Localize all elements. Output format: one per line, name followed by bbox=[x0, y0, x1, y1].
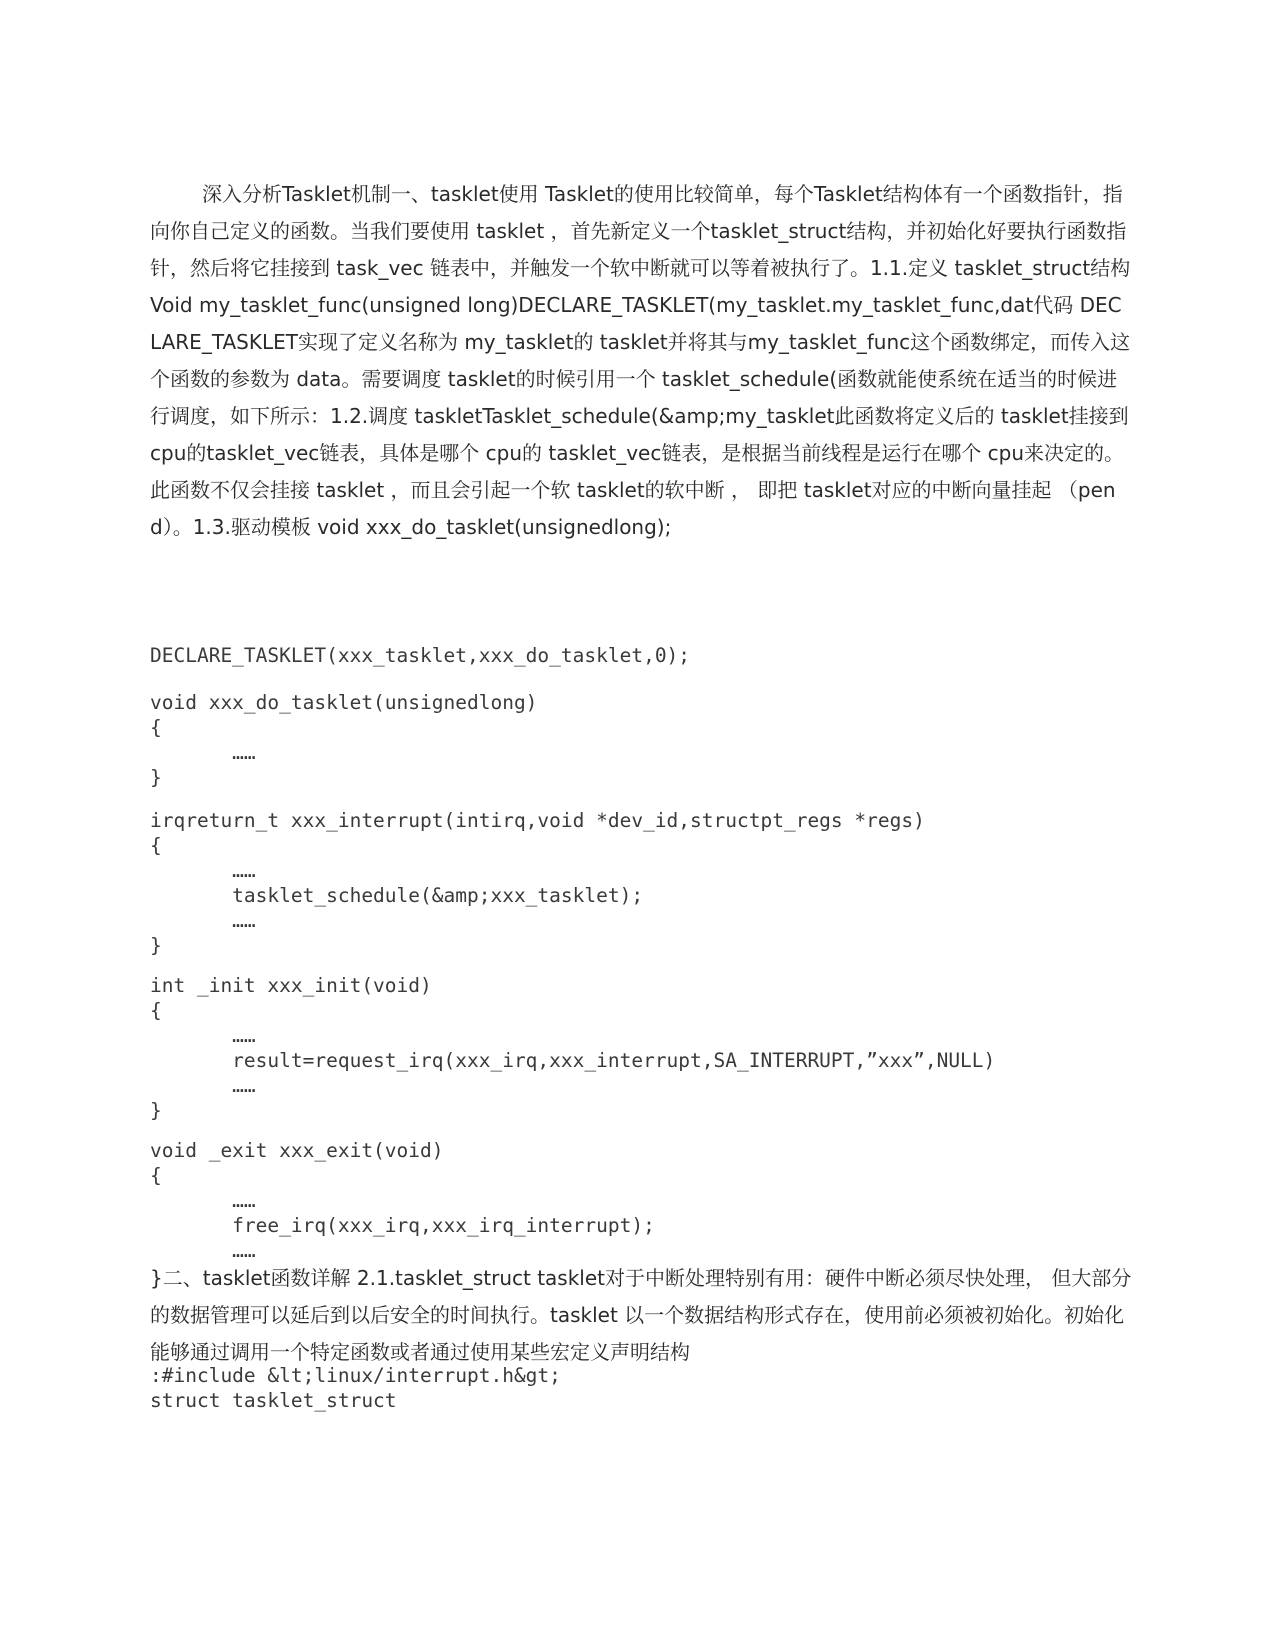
section-two-paragraph: }二、tasklet函数详解 2.1.tasklet_struct tasklet对于中断处理特别有用：硬件中断必须尽快处理， 但大部分的数据管理可以延后到以后安全的时间执行。tasklet 以一个数据结构形式存在，使用前必须被初始化。初始化能够通过调用一个特定函数或者通过使用某些宏定义声明结构 bbox=[150, 1266, 1132, 1364]
intro-paragraph: 深入分析Tasklet机制一、tasklet使用 Tasklet的使用比较简单，每个Tasklet结构体有一个函数指针，指向你自己定义的函数。当我们要使用 tasklet ，首先新定义一个tasklet_struct结构，并初始化好要执行函数指针，然后将它挂接到 task_vec 链表中，并触发一个软中断就可以等着被执行了。1.1.定义 tasklet_struct结构 Void my_tasklet_func(unsigned long)DECLARE_TASKLET(my_tasklet.my_tasklet_func,dat代码 DECLARE_TASKLET实现了定义名称为 my_tasklet的 tasklet并将其与my_tasklet_func这个函数绑定，而传入这个函数的参数为 data。需要调度 tasklet的时候引用一个 tasklet_schedule(函数就能使系统在适当的时候进行调度，如下所示：1.2.调度 taskletTasklet_schedule(&amp;my_tasklet此函数将定义后的 tasklet挂接到cpu的tasklet_vec链表，具体是哪个 cpu的 tasklet_vec链表，是根据当前线程是运行在哪个 cpu来决定的。此函数不仅会挂接 tasklet ，而且会引起一个软 tasklet的软中断 ， 即把 tasklet对应的中断向量挂起 （pend）。1.3.驱动模板 void xxx_do_tasklet(unsignedlong); bbox=[150, 182, 1131, 539]
code-exit-function: void _exit xxx_exit(void) { …… free_irq(xxx_irq,xxx_irq_interrupt); …… bbox=[150, 1139, 655, 1262]
code-declare-tasklet: DECLARE_TASKLET(xxx_tasklet,xxx_do_tasklet,0); bbox=[150, 644, 691, 667]
code-do-tasklet: void xxx_do_tasklet(unsignedlong) { …… } bbox=[150, 691, 538, 789]
code-struct-declaration: :#include &lt;linux/interrupt.h&gt; struct tasklet_struct bbox=[150, 1364, 561, 1412]
code-interrupt-handler: irqreturn_t xxx_interrupt(intirq,void *dev_id,structpt_regs *regs) { …… tasklet_schedule(&amp;xxx_tasklet); …… } bbox=[150, 809, 925, 957]
code-init-function: int _init xxx_init(void) { …… result=request_irq(xxx_irq,xxx_interrupt,SA_INTERRUPT,”xxx”,NULL) …… } bbox=[150, 974, 996, 1122]
